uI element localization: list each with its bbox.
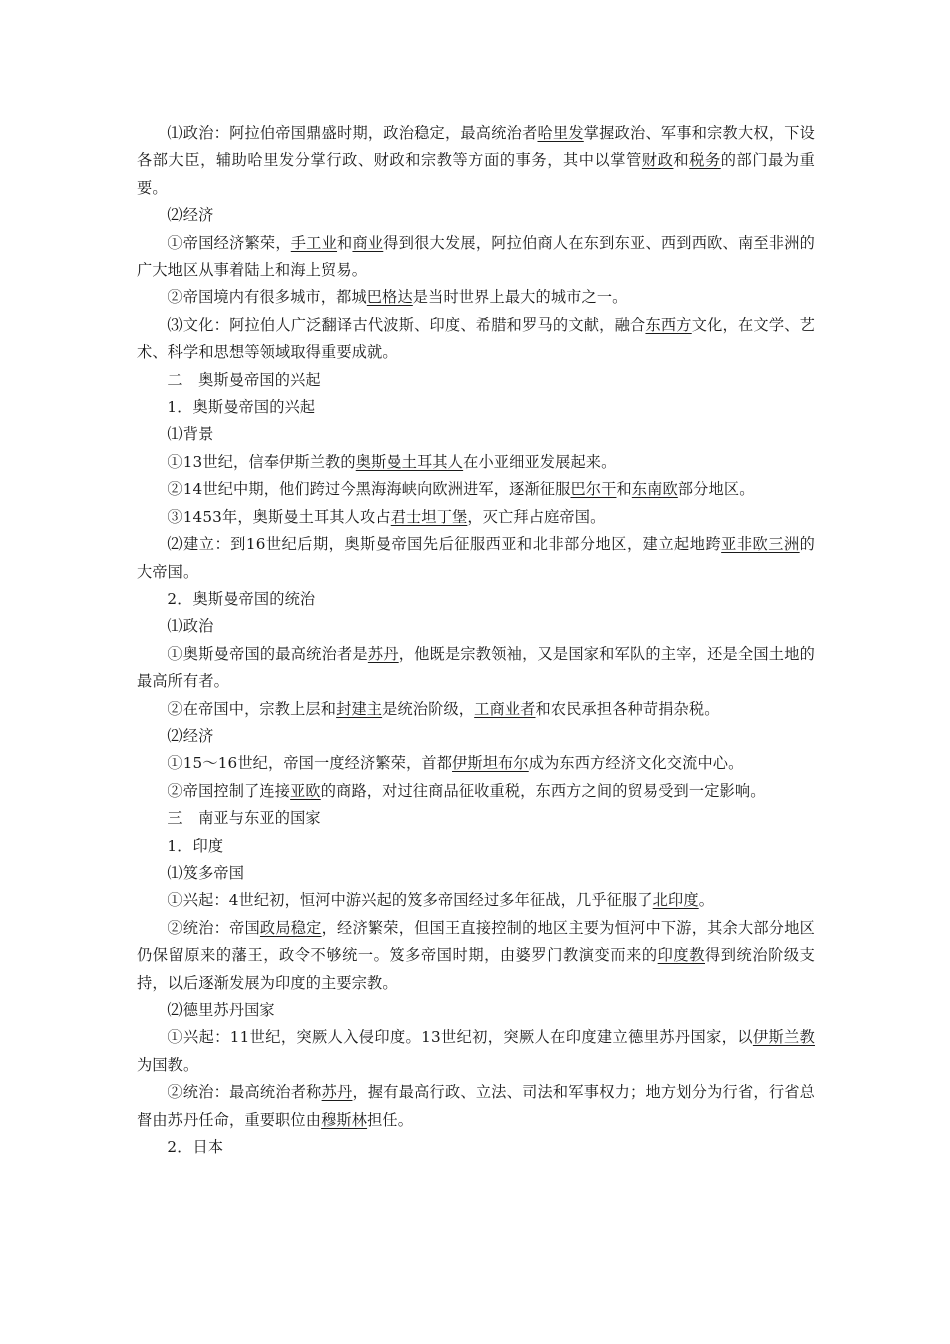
text-run: ①兴起：11世纪，突厥人入侵印度。13世纪初，突厥人在印度建立德里苏丹国家，以: [167, 1028, 753, 1047]
text-run: 成为东西方经济文化交流中心。: [528, 754, 744, 773]
text-run: 的部门最为重要。: [137, 151, 815, 197]
text-run: 的大帝国。: [137, 535, 815, 581]
paragraph: [137, 449, 815, 476]
paragraph: [137, 312, 815, 367]
underlined-term: 北印度: [652, 891, 699, 910]
text-run: ⑶文化：阿拉伯人广泛翻译古代波斯、印度、希腊和罗马的文献，融合: [167, 315, 646, 334]
underlined-term: 奥斯曼土耳其人: [355, 452, 464, 471]
text-run: ②在帝国中，宗教上层和: [167, 699, 337, 718]
paragraph: [137, 230, 815, 285]
underlined-term: 财政: [641, 151, 674, 170]
underlined-term: 哈里发: [537, 124, 584, 142]
paragraph: [137, 120, 815, 202]
text-run: 二 奥斯曼帝国的兴起: [167, 370, 321, 389]
underlined-term: 东南欧: [631, 480, 678, 499]
text-run: 担任。: [367, 1110, 414, 1129]
paragraph: [137, 1134, 815, 1161]
paragraph: [137, 833, 815, 860]
paragraph: [137, 997, 815, 1024]
text-run: 三 南亚与东亚的国家: [167, 809, 321, 828]
text-run: 和: [337, 233, 353, 252]
text-run: ⑵建立：到16世纪后期，奥斯曼帝国先后征服西亚和北非部分地区，建立起地跨: [167, 535, 722, 554]
underlined-term: 商业: [352, 233, 384, 252]
underlined-term: 穆斯林: [321, 1110, 368, 1129]
text-run: ，经济繁荣，但国王直接控制的地区主要为恒河中下游，其余大部分地区仍保留原来的藩王，政令不够统一。笈多帝国时期，由婆罗门教演变而来的: [137, 918, 815, 965]
text-run: ，他既是宗教领袖，又是国家和军队的主宰，还是全国土地的最高所有者。: [137, 644, 815, 691]
paragraph: [137, 915, 815, 997]
text-run: ，灭亡拜占庭帝国。: [467, 507, 606, 526]
paragraph: [137, 202, 815, 229]
text-run: 的商路，对过往商品征收重税，东西方之间的贸易受到一定影响。: [320, 781, 766, 800]
text-run: ⑴笈多帝国: [167, 863, 245, 882]
text-run: 部分地区。: [677, 480, 755, 499]
document-body: [137, 120, 815, 1161]
text-run: 1．印度: [167, 836, 224, 855]
text-run: ⑴政治：阿拉伯帝国鼎盛时期，政治稳定，最高统治者: [167, 124, 538, 142]
text-run: ⑴背景: [167, 425, 214, 444]
paragraph: [137, 531, 815, 586]
underlined-term: 伊斯坦布尔: [452, 754, 529, 773]
text-run: 。: [698, 891, 715, 910]
paragraph: [137, 723, 815, 750]
text-run: ⑵经济: [167, 206, 214, 225]
paragraph: [137, 1024, 815, 1079]
text-run: ①奥斯曼帝国的最高统治者是: [167, 644, 368, 663]
text-run: ②14世纪中期，他们跨过今黑海海峡向欧洲进军，逐渐征服: [167, 480, 571, 499]
paragraph: [137, 476, 815, 503]
underlined-term: 巴尔干: [570, 480, 617, 499]
text-run: 1．奥斯曼帝国的兴起: [167, 398, 316, 417]
underlined-term: 君士坦丁堡: [390, 507, 468, 526]
text-run: ①兴起：4世纪初，恒河中游兴起的笈多帝国经过多年征战，几乎征服了: [167, 891, 653, 910]
paragraph: [137, 613, 815, 640]
text-run: ②帝国境内有很多城市，都城: [167, 288, 367, 307]
underlined-term: 东西方: [645, 315, 692, 334]
text-run: ，握有最高行政、立法、司法和军事权力；地方划分为行省，行省总督由苏丹任命，重要职位由: [137, 1083, 815, 1129]
text-run: ③1453年，奥斯曼土耳其人攻占: [167, 507, 391, 526]
text-run: 和: [616, 480, 632, 499]
paragraph: [137, 284, 815, 311]
paragraph: [137, 367, 815, 394]
text-run: ①帝国经济繁荣，: [167, 233, 291, 252]
text-run: 掌握政治、军事和宗教大权，下设各部大臣，辅助哈里发分掌行政、财政和宗教等方面的事务，其中以掌管: [137, 124, 815, 170]
underlined-term: 工商业者: [474, 699, 536, 718]
paragraph: [137, 586, 815, 613]
paragraph: [137, 504, 815, 531]
text-run: 是当时世界上最大的城市之一。: [412, 288, 628, 307]
text-run: 2．日本: [167, 1138, 224, 1157]
text-run: ⑵德里苏丹国家: [167, 1001, 275, 1019]
text-run: ②帝国控制了连接: [167, 781, 291, 800]
text-run: 文化，在文学、艺术、科学和思想等领域取得重要成就。: [137, 315, 816, 362]
underlined-term: 苏丹: [321, 1083, 353, 1102]
paragraph: [137, 421, 815, 448]
underlined-term: 手工业: [290, 233, 338, 252]
text-run: 和: [673, 151, 690, 170]
paragraph: [137, 805, 815, 832]
paragraph: [137, 778, 815, 805]
text-run: ②统治：帝国: [167, 918, 260, 937]
underlined-term: 亚欧: [290, 781, 321, 800]
underlined-term: 封建主: [336, 699, 383, 718]
text-run: 和农民承担各种苛捐杂税。: [535, 699, 720, 718]
underlined-term: 巴格达: [366, 288, 413, 307]
text-run: ⑵经济: [167, 726, 214, 745]
paragraph: [137, 394, 815, 421]
underlined-term: 政局稳定: [259, 918, 322, 937]
text-run: 为国教。: [137, 1055, 199, 1074]
text-run: 在小亚细亚发展起来。: [463, 452, 617, 471]
paragraph: [137, 641, 815, 696]
underlined-term: 伊斯兰教: [752, 1028, 815, 1047]
text-run: ②统治：最高统治者称: [167, 1083, 322, 1102]
text-run: 得到统治阶级支持，以后逐渐发展为印度的主要宗教。: [137, 946, 816, 992]
underlined-term: 税务: [689, 151, 721, 170]
text-run: ①13世纪，信奉伊斯兰教的: [167, 452, 356, 471]
text-run: 得到很大发展，阿拉伯商人在东到东亚、西到西欧、南至非洲的广大地区从事着陆上和海上贸易。: [137, 233, 815, 280]
paragraph: [137, 696, 815, 723]
text-run: ①15～16世纪，帝国一度经济繁荣，首都: [167, 754, 453, 773]
paragraph: [137, 750, 815, 777]
paragraph: [137, 860, 815, 887]
paragraph: [137, 1079, 815, 1134]
text-run: 是统治阶级，: [382, 699, 475, 718]
text-run: 2．奥斯曼帝国的统治: [167, 589, 316, 608]
text-run: ⑴政治: [167, 617, 214, 636]
underlined-term: 亚非欧三洲: [721, 535, 800, 554]
underlined-term: 苏丹: [367, 644, 399, 663]
paragraph: [137, 887, 815, 914]
underlined-term: 印度教: [657, 946, 705, 965]
